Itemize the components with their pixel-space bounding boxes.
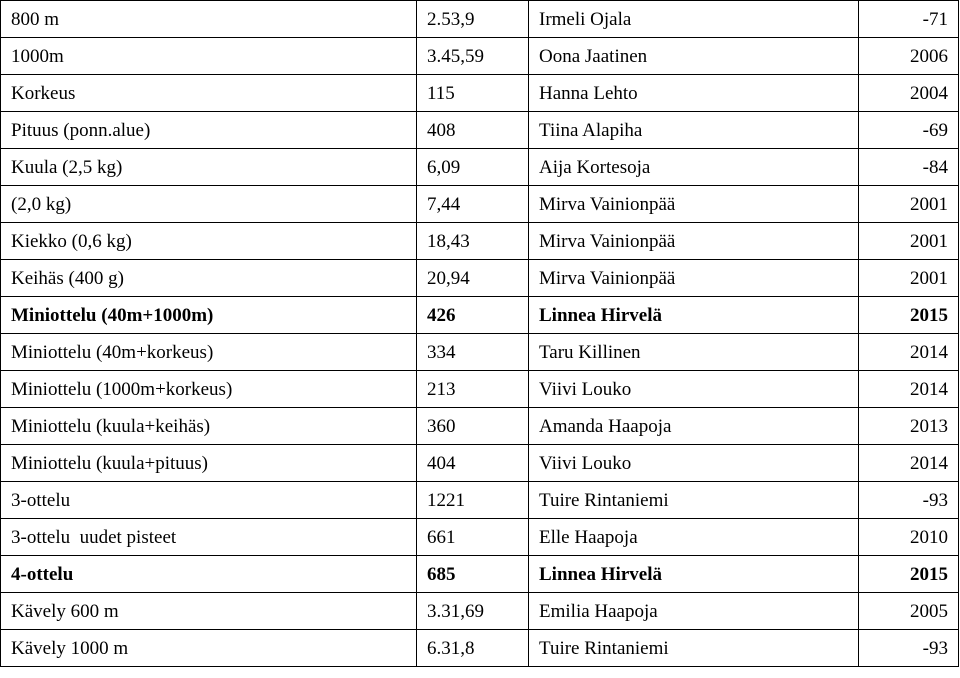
athlete-cell: Taru Killinen	[529, 334, 859, 371]
result-cell: 408	[417, 112, 529, 149]
year-cell: 2001	[859, 223, 959, 260]
athlete-cell: Elle Haapoja	[529, 519, 859, 556]
year-cell: 2014	[859, 334, 959, 371]
result-cell: 360	[417, 408, 529, 445]
table-row	[1, 1, 959, 38]
table-row	[1, 519, 959, 556]
result-cell: 213	[417, 371, 529, 408]
athlete-cell: Linnea Hirvelä	[529, 556, 859, 593]
result-cell: 7,44	[417, 186, 529, 223]
athlete-cell: Linnea Hirvelä	[529, 297, 859, 334]
table-row	[1, 334, 959, 371]
table-row	[1, 556, 959, 593]
year-cell: 2015	[859, 297, 959, 334]
table-row	[1, 408, 959, 445]
athlete-cell: Emilia Haapoja	[529, 593, 859, 630]
event-cell: Miniottelu (kuula+keihäs)	[1, 408, 417, 445]
result-cell: 18,43	[417, 223, 529, 260]
event-cell: Keihäs (400 g)	[1, 260, 417, 297]
event-cell: (2,0 kg)	[1, 186, 417, 223]
event-cell: Pituus (ponn.alue)	[1, 112, 417, 149]
result-cell: 6,09	[417, 149, 529, 186]
year-cell: 2015	[859, 556, 959, 593]
event-cell: Kuula (2,5 kg)	[1, 149, 417, 186]
table-row	[1, 149, 959, 186]
event-cell: Kiekko (0,6 kg)	[1, 223, 417, 260]
event-cell: 800 m	[1, 1, 417, 38]
athlete-cell: Viivi Louko	[529, 371, 859, 408]
event-cell: Korkeus	[1, 75, 417, 112]
table-row	[1, 297, 959, 334]
event-cell: 1000m	[1, 38, 417, 75]
result-cell: 1221	[417, 482, 529, 519]
year-cell: -69	[859, 112, 959, 149]
year-cell: 2006	[859, 38, 959, 75]
athlete-cell: Irmeli Ojala	[529, 1, 859, 38]
event-cell: Miniottelu (1000m+korkeus)	[1, 371, 417, 408]
table-row	[1, 371, 959, 408]
athlete-cell: Hanna Lehto	[529, 75, 859, 112]
table-row	[1, 630, 959, 667]
result-cell: 334	[417, 334, 529, 371]
result-cell: 661	[417, 519, 529, 556]
athlete-cell: Aija Kortesoja	[529, 149, 859, 186]
event-cell: Miniottelu (kuula+pituus)	[1, 445, 417, 482]
result-cell: 6.31,8	[417, 630, 529, 667]
event-cell: Miniottelu (40m+1000m)	[1, 297, 417, 334]
table-row	[1, 223, 959, 260]
year-cell: 2014	[859, 445, 959, 482]
athlete-cell: Tiina Alapiha	[529, 112, 859, 149]
result-cell: 3.31,69	[417, 593, 529, 630]
athlete-cell: Mirva Vainionpää	[529, 223, 859, 260]
table-row	[1, 445, 959, 482]
athlete-cell: Oona Jaatinen	[529, 38, 859, 75]
year-cell: -93	[859, 482, 959, 519]
event-cell: 3-ottelu	[1, 482, 417, 519]
year-cell: 2013	[859, 408, 959, 445]
year-cell: 2005	[859, 593, 959, 630]
year-cell: -71	[859, 1, 959, 38]
year-cell: -84	[859, 149, 959, 186]
table-row	[1, 482, 959, 519]
result-cell: 426	[417, 297, 529, 334]
event-cell: 3-ottelu uudet pisteet	[1, 519, 417, 556]
athlete-cell: Mirva Vainionpää	[529, 186, 859, 223]
result-cell: 2.53,9	[417, 1, 529, 38]
athlete-cell: Viivi Louko	[529, 445, 859, 482]
year-cell: 2004	[859, 75, 959, 112]
result-cell: 115	[417, 75, 529, 112]
year-cell: 2001	[859, 260, 959, 297]
year-cell: 2010	[859, 519, 959, 556]
athlete-cell: Amanda Haapoja	[529, 408, 859, 445]
table-row	[1, 38, 959, 75]
event-cell: Kävely 1000 m	[1, 630, 417, 667]
athlete-cell: Mirva Vainionpää	[529, 260, 859, 297]
result-cell: 20,94	[417, 260, 529, 297]
year-cell: 2001	[859, 186, 959, 223]
table-row	[1, 75, 959, 112]
year-cell: 2014	[859, 371, 959, 408]
result-cell: 3.45,59	[417, 38, 529, 75]
table-row	[1, 112, 959, 149]
result-cell: 685	[417, 556, 529, 593]
result-cell: 404	[417, 445, 529, 482]
table-row	[1, 186, 959, 223]
event-cell: Miniottelu (40m+korkeus)	[1, 334, 417, 371]
athlete-cell: Tuire Rintaniemi	[529, 482, 859, 519]
event-cell: 4-ottelu	[1, 556, 417, 593]
table-row	[1, 260, 959, 297]
event-cell: Kävely 600 m	[1, 593, 417, 630]
year-cell: -93	[859, 630, 959, 667]
table-row	[1, 593, 959, 630]
athlete-cell: Tuire Rintaniemi	[529, 630, 859, 667]
